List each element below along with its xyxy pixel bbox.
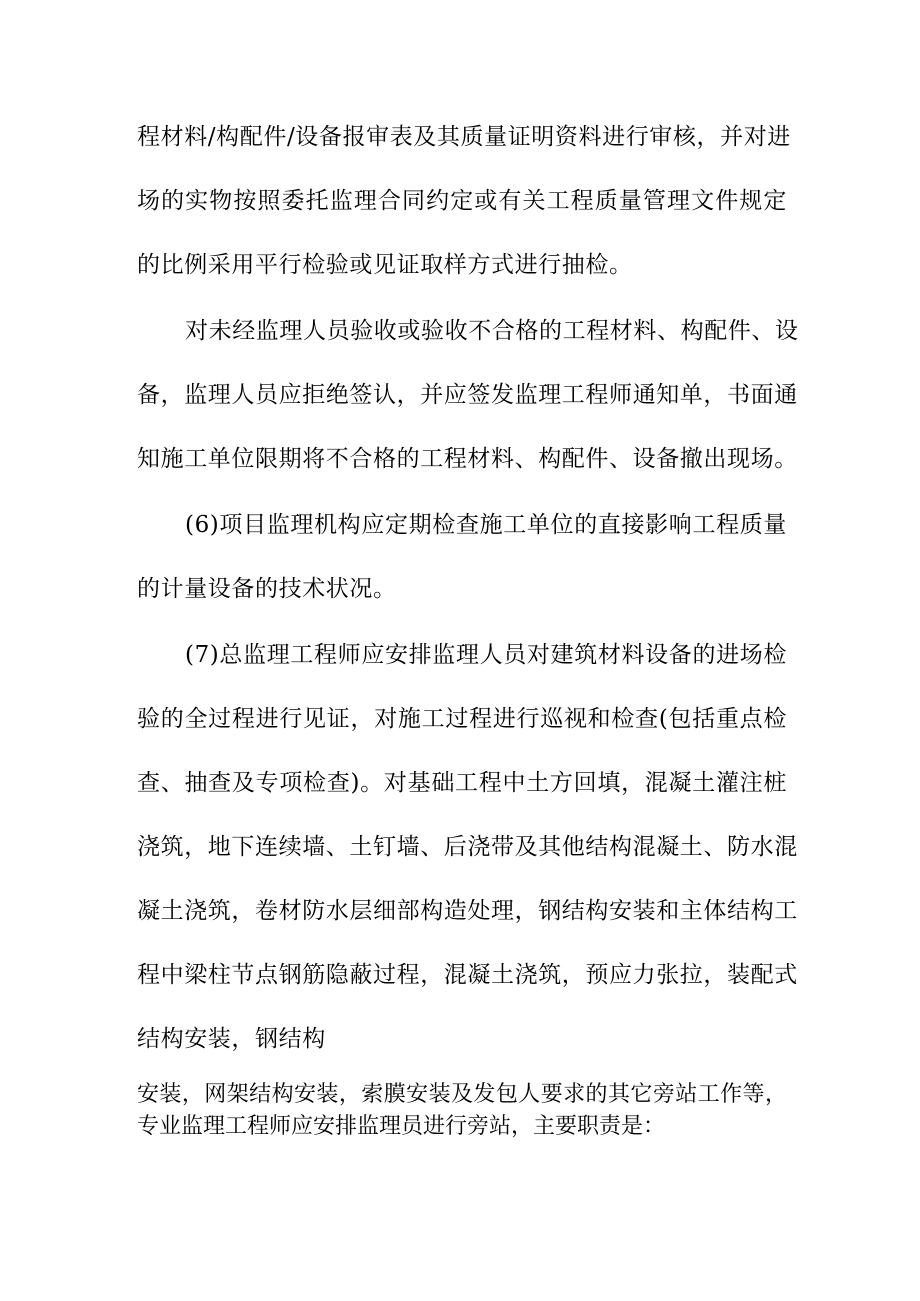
text-line-10: 验的全过程进行见证，对施工过程进行巡视和检查(包括重点检 <box>137 706 787 732</box>
text-line-3: 的比例采用平行检验或见证取样方式进行抽检。 <box>137 252 633 278</box>
text-line-4: 对未经监理人员验收或验收不合格的工程材料、构配件、设 <box>185 318 799 344</box>
text-line-17: 专业监理工程师应安排监理员进行旁站，主要职责是： <box>137 1114 666 1139</box>
text-line-5: 备，监理人员应拒绝签认，并应签发监理工程师通知单，书面通 <box>137 382 798 408</box>
text-line-2: 场的实物按照委托监理合同约定或有关工程质量管理文件规定 <box>137 188 787 214</box>
text-line-8: 的计量设备的技术状况。 <box>137 576 397 602</box>
text-line-12: 浇筑，地下连续墙、土钉墙、后浇带及其他结构混凝土、防水混 <box>137 834 798 860</box>
text-line-13: 凝土浇筑，卷材防水层细部构造处理，钢结构安装和主体结构工 <box>137 898 798 924</box>
text-line-16: 安装，网架结构安装，索膜安装及发包人要求的其它旁站工作等， <box>137 1082 787 1107</box>
text-line-7: (6)项目监理机构应定期检查施工单位的直接影响工程质量 <box>185 512 787 538</box>
text-line-15: 结构安装，钢结构 <box>137 1026 326 1052</box>
text-line-6: 知施工单位限期将不合格的工程材料、构配件、设备撤出现场。 <box>137 446 798 472</box>
text-line-1: 程材料/构配件/设备报审表及其质量证明资料进行审核，并对进 <box>137 124 791 150</box>
text-line-14: 程中梁柱节点钢筋隐蔽过程，混凝土浇筑，预应力张拉，装配式 <box>137 962 798 988</box>
text-line-9: (7)总监理工程师应安排监理人员对建筑材料设备的进场检 <box>185 642 787 668</box>
text-line-11: 查、抽查及专项检查)。对基础工程中土方回填，混凝土灌注桩 <box>137 770 787 796</box>
